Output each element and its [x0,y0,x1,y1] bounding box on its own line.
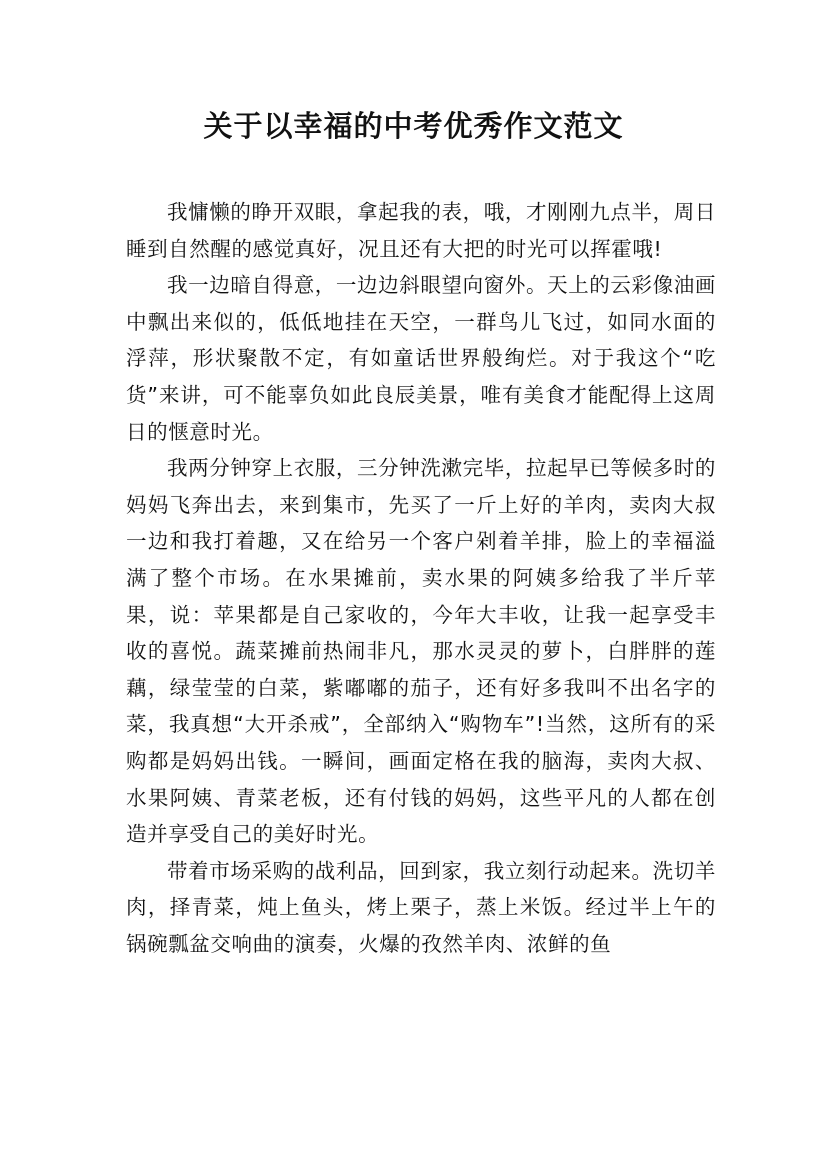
paragraph: 我两分钟穿上衣服，三分钟洗漱完毕，拉起早已等候多时的妈妈飞奔出去，来到集市，先买了一斤上好的羊肉，卖肉大叔一边和我打着趣，又在给另一个客户剁着羊排，脸上的幸福溢满了整个市场。在水果摊前，卖水果的阿姨多给我了半斤苹果，说：苹果都是自己家收的，今年大丰收，让我一起享受丰收的喜悦。蔬菜摊前热闹非凡，那水灵灵的萝卜，白胖胖的莲藕，绿莹莹的白菜，紫嘟嘟的茄子，还有好多我叫不出名字的菜，我真想“大开杀戒”，全部纳入“购物车”!当然，这所有的采购都是妈妈出钱。一瞬间，画面定格在我的脑海，卖肉大叔、水果阿姨、青菜老板，还有付钱的妈妈，这些平凡的人都在创造并享受自己的美好时光。 [126,456,716,847]
paragraph: 我一边暗自得意，一边边斜眼望向窗外。天上的云彩像油画中飘出来似的，低低地挂在天空，一群鸟儿飞过，如同水面的浮萍，形状聚散不定，有如童话世界般绚烂。对于我这个“吃货”来讲，可不能辜负如此良辰美景，唯有美食才能配得上这周日的惬意时光。 [126,273,716,444]
paragraph: 带着市场采购的战利品，回到家，我立刻行动起来。洗切羊肉，择青菜，炖上鱼头，烤上栗子，蒸上米饭。经过半上午的锅碗瓢盆交响曲的演奏，火爆的孜然羊肉、浓鲜的鱼 [126,858,716,956]
document-body [126,194,716,962]
document-title: 关于以幸福的中考优秀作文范文 [203,109,624,143]
paragraph: 我慵懒的睁开双眼，拿起我的表，哦，才刚刚九点半，周日睡到自然醒的感觉真好，况且还有大把的时光可以挥霍哦! [126,200,716,261]
